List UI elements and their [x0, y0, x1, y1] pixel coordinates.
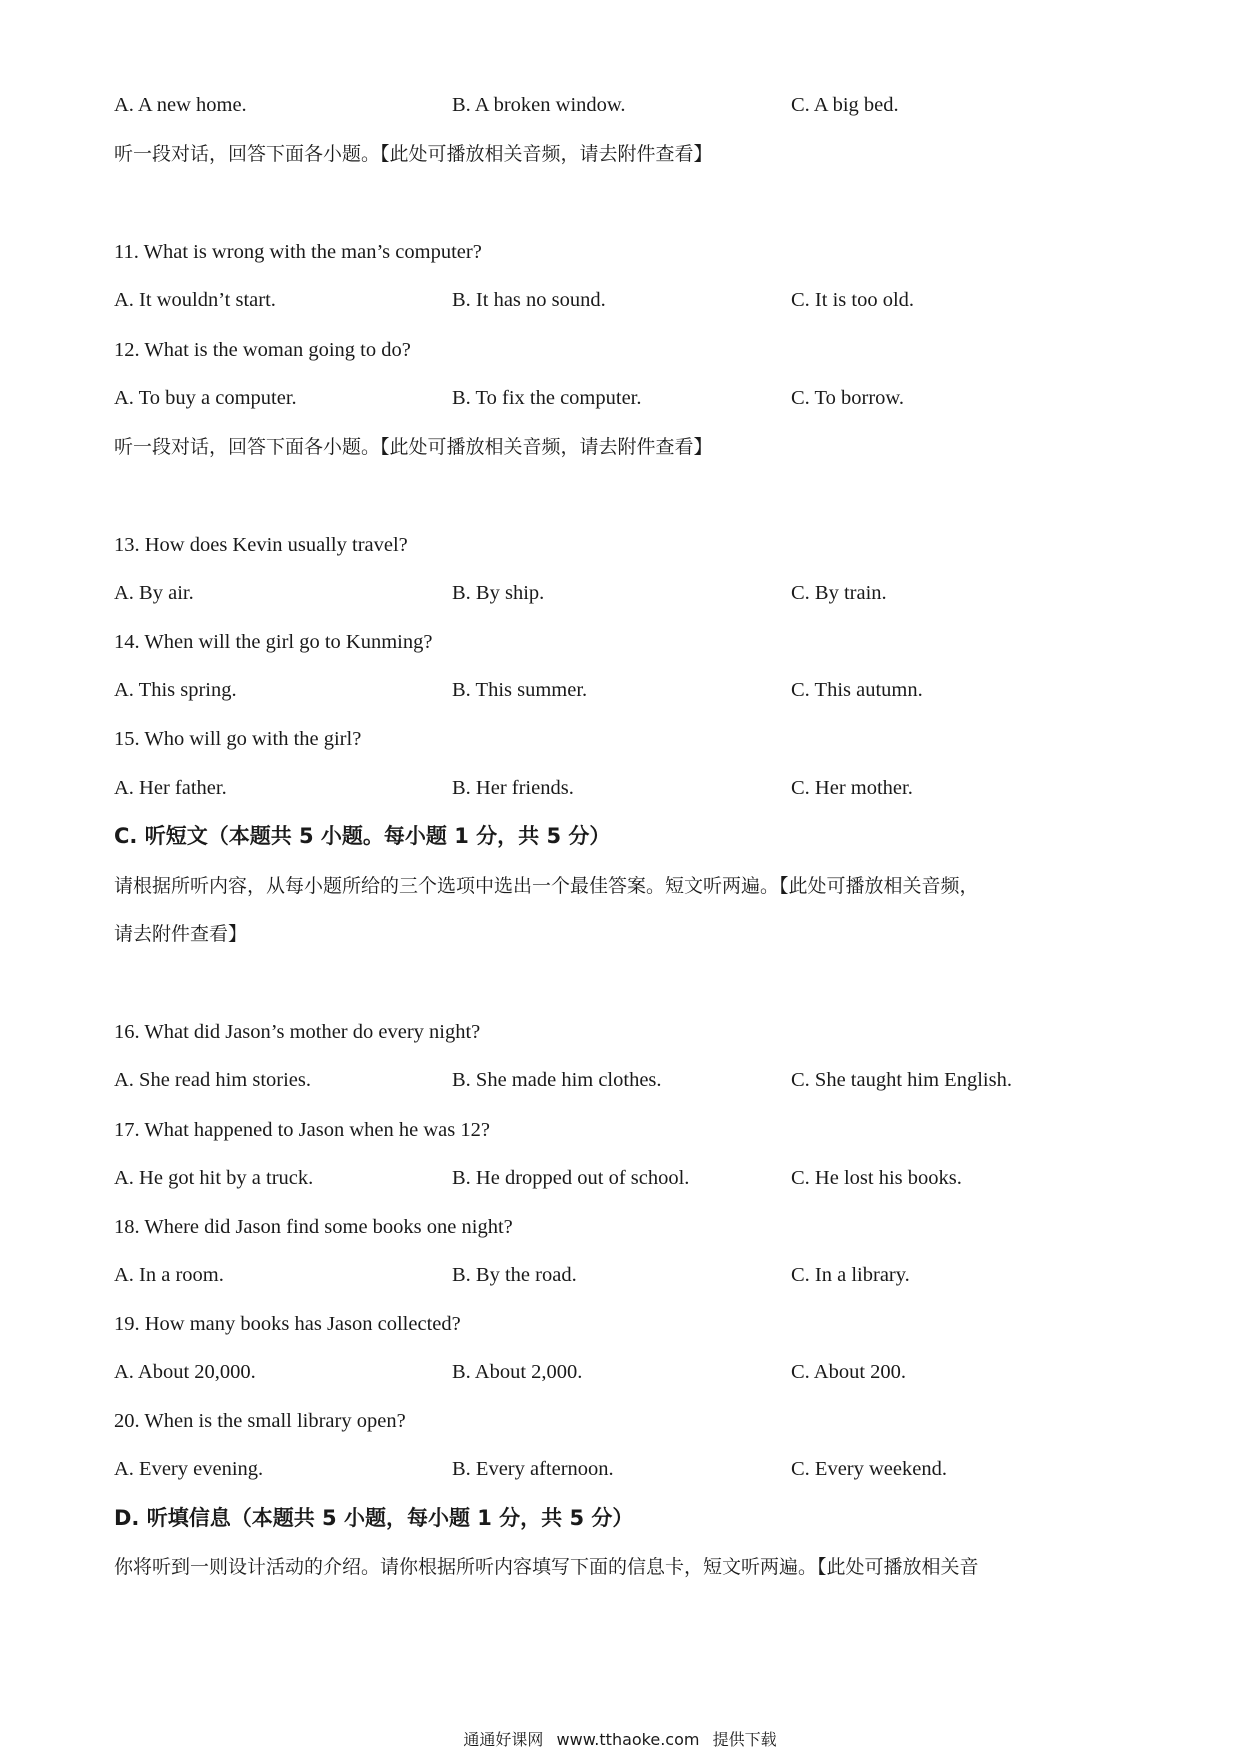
question-text: 18. Where did Jason find some books one night? — [114, 1216, 513, 1238]
option-b: B. About 2,000. — [452, 1361, 583, 1383]
footer-url: www.tthaoke.com — [556, 1730, 700, 1749]
option-a: A. By air. — [114, 582, 194, 604]
footer-note: 提供下载 — [712, 1730, 777, 1749]
option-b: B. Every afternoon. — [452, 1458, 614, 1480]
instruction-text: 你将听到一则设计活动的介绍。请你根据所听内容填写下面的信息卡，短文听两遍。【此处可播放相关音 — [114, 1556, 979, 1578]
option-c: C. A big bed. — [791, 94, 899, 116]
question-text: 11. What is wrong with the man’s computer? — [114, 241, 482, 263]
option-c: C. It is too old. — [791, 289, 915, 311]
question-text: 16. What did Jason’s mother do every night? — [114, 1021, 481, 1043]
option-c: C. About 200. — [791, 1361, 907, 1383]
option-b: B. To fix the computer. — [452, 387, 642, 409]
option-c: C. To borrow. — [791, 387, 905, 409]
option-b: B. By ship. — [452, 582, 545, 604]
option-b: B. This summer. — [452, 679, 588, 701]
option-b: B. A broken window. — [452, 94, 626, 116]
section-heading: D. 听填信息（本题共 5 小题，每小题 1 分，共 5 分） — [114, 1506, 634, 1530]
instruction-text: 请根据所听内容，从每小题所给的三个选项中选出一个最佳答案。短文听两遍。【此处可播放相关音频， — [114, 875, 979, 897]
option-c: C. Her mother. — [791, 777, 913, 799]
option-a: A. A new home. — [114, 94, 247, 116]
option-a: A. It wouldn’t start. — [114, 289, 276, 311]
option-a: A. She read him stories. — [114, 1069, 311, 1091]
page-footer — [0, 1730, 1240, 1750]
option-a: A. About 20,000. — [114, 1361, 256, 1383]
option-a: A. Her father. — [114, 777, 227, 799]
option-c: C. This autumn. — [791, 679, 923, 701]
question-text: 12. What is the woman going to do? — [114, 339, 411, 361]
option-c: C. He lost his books. — [791, 1167, 962, 1189]
option-c: C. Every weekend. — [791, 1458, 947, 1480]
instruction-text: 请去附件查看】 — [114, 923, 248, 945]
instruction-text: 听一段对话，回答下面各小题。【此处可播放相关音频，请去附件查看】 — [114, 143, 713, 165]
option-b: B. Her friends. — [452, 777, 574, 799]
question-text: 13. How does Kevin usually travel? — [114, 534, 408, 556]
question-text: 14. When will the girl go to Kunming? — [114, 631, 433, 653]
option-a: A. Every evening. — [114, 1458, 264, 1480]
footer-site: 通通好课网 — [463, 1730, 544, 1749]
option-a: A. He got hit by a truck. — [114, 1167, 314, 1189]
instruction-text: 听一段对话，回答下面各小题。【此处可播放相关音频，请去附件查看】 — [114, 436, 713, 458]
section-heading: C. 听短文（本题共 5 小题。每小题 1 分，共 5 分） — [114, 824, 611, 848]
option-b: B. She made him clothes. — [452, 1069, 662, 1091]
option-a: A. In a room. — [114, 1264, 224, 1286]
option-c: C. She taught him English. — [791, 1069, 1012, 1091]
option-a: A. This spring. — [114, 679, 237, 701]
question-text: 19. How many books has Jason collected? — [114, 1313, 461, 1335]
option-a: A. To buy a computer. — [114, 387, 297, 409]
option-c: C. In a library. — [791, 1264, 910, 1286]
question-text: 17. What happened to Jason when he was 12? — [114, 1119, 490, 1141]
option-b: B. It has no sound. — [452, 289, 606, 311]
question-text: 20. When is the small library open? — [114, 1410, 406, 1432]
question-text: 15. Who will go with the girl? — [114, 728, 362, 750]
option-b: B. He dropped out of school. — [452, 1167, 690, 1189]
option-c: C. By train. — [791, 582, 887, 604]
option-b: B. By the road. — [452, 1264, 577, 1286]
